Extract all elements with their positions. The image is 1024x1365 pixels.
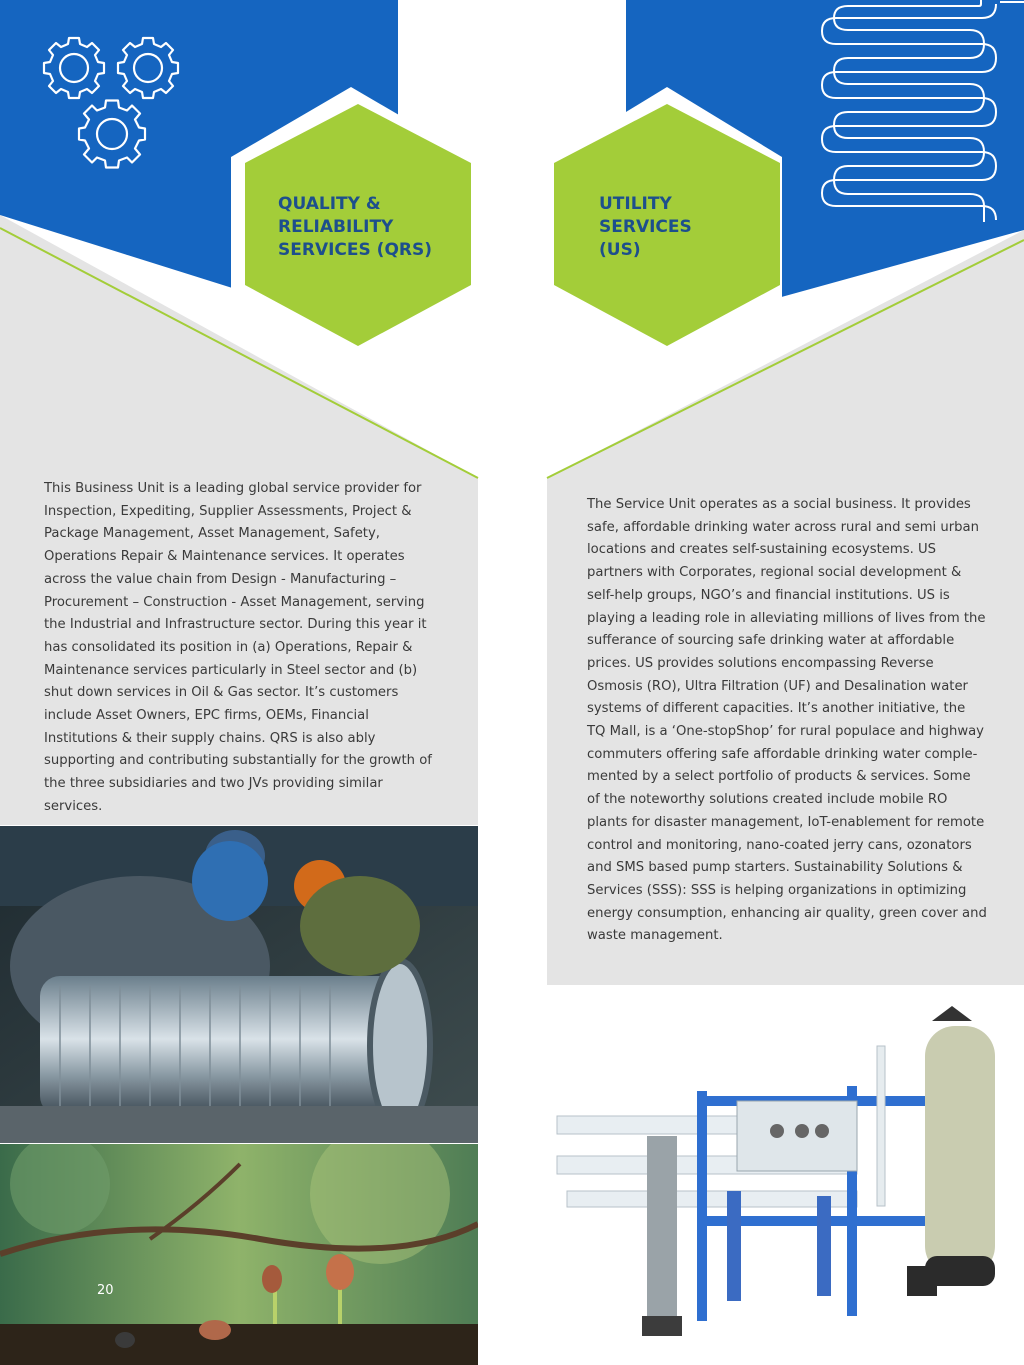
us-title-line-3: (US) <box>599 240 641 260</box>
qrs-description: This Business Unit is a leading global service provider for Inspection, Expediting, Supplier Assessments, Project & Package Management, Asset Management, Safety, Operations Repair & Maintenance services. It operates across the value chain from Design - Manufacturing – Procurement – Construction - Asset Management, serving the Industrial and Infrastructure sector. During this year it has consolidated its position in (a) Operations, Repair & Maintenance services particularly in Steel sector and (b) shut down services in Oil & Gas sector. It’s customers include Asset Owners, EPC firms, OEMs, Financial Institutions & their supply chains. QRS is also ably supporting and contributing substantially for the growth of the three subsidiaries and two JVs providing similar services. <box>44 481 432 814</box>
qrs-title-line-3: SERVICES (QRS) <box>278 240 433 260</box>
us-description: The Service Unit operates as a social business. It provides safe, affordable drinking water across rural and semi urban locations and creates self-sustaining ecosystems. US partners with Corporates, regional social development & self-help groups, NGO’s and financial institutions. US is playing a leading role in alleviating millions of lives from the sufferance of sourcing safe drinking water at affordable prices. US provides solutions encompassing Reverse Osmosis (RO), Ultra Filtration (UF) and Desalination water systems of different capacities. It’s another initiative, the TQ Mall, is a ‘One-stopShop’ for rural populace and highway commuters offering safe affordable drinking water comple-mented by a select portfolio of products & services. Some of the noteworthy solutions created include mobile RO plants for disaster management, IoT-enablement for remote control and monitoring, nano-coated jerry cans, ozonators and SMS based pump starters. Sustainability Solutions & Services (SSS): SSS is helping organizations in optimizing energy consumption, enhancing air quality, green cover and waste management. <box>587 497 987 944</box>
turbine-inspection-photo <box>0 826 478 1143</box>
seedlings-photo <box>0 1144 478 1365</box>
qrs-title <box>278 193 432 262</box>
qrs-title-line-1: QUALITY & <box>278 194 381 214</box>
ro-plant-photo <box>547 986 1024 1365</box>
page-number: 20 <box>97 1283 114 1298</box>
us-title <box>599 193 692 262</box>
us-title-line-2: SERVICES <box>599 217 692 237</box>
qrs-title-line-2: RELIABILITY <box>278 217 394 237</box>
us-title-line-1: UTILITY <box>599 194 672 214</box>
